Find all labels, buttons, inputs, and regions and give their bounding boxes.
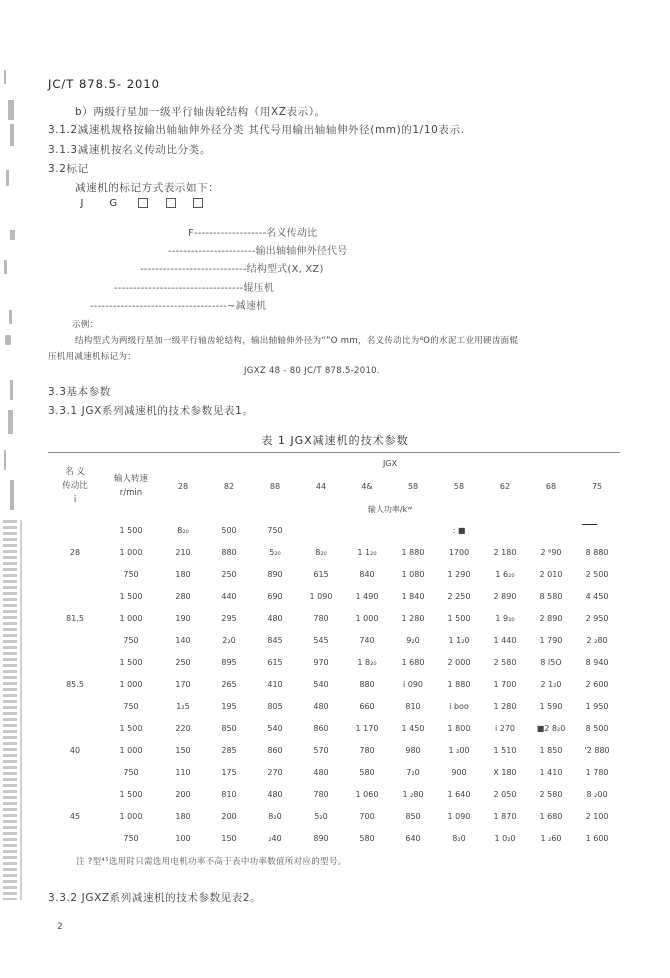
size-header: 44 bbox=[315, 481, 327, 491]
power-cell: 750 bbox=[267, 525, 283, 535]
power-cell: 480 bbox=[267, 789, 283, 799]
power-cell: 2 250 bbox=[447, 591, 471, 601]
table-note: 注 ?型⁴⁵选用时只需选用电机功率不高于表中功率数值所对应的型号。 bbox=[76, 857, 347, 867]
power-cell: 1 870 bbox=[493, 811, 517, 821]
power-cell: 580 bbox=[359, 833, 375, 843]
power-cell: 100 bbox=[175, 833, 191, 843]
power-cell: 1 1₂₀ bbox=[357, 547, 377, 557]
table-rule-mark bbox=[582, 524, 597, 525]
ratio-cell: 85.5 bbox=[66, 679, 84, 689]
power-cell: 195 bbox=[221, 701, 237, 711]
power-cell: 540 bbox=[267, 723, 283, 733]
power-cell: 8₂₀ bbox=[315, 547, 327, 557]
table-row bbox=[48, 519, 620, 541]
mark-box-size bbox=[166, 198, 176, 208]
table-row bbox=[48, 651, 620, 673]
power-cell: 180 bbox=[175, 811, 191, 821]
speed-cell: 1 500 bbox=[119, 657, 143, 667]
power-cell: 2 600 bbox=[585, 679, 609, 689]
power-cell: 8 580 bbox=[539, 591, 563, 601]
ratio-header-line1: 名 义 bbox=[65, 467, 85, 477]
power-cell: 190 bbox=[175, 613, 191, 623]
speed-cell: 750 bbox=[123, 833, 139, 843]
size-header: 82 bbox=[223, 481, 235, 491]
power-cell: 1 510 bbox=[493, 745, 517, 755]
size-header: 75 bbox=[591, 481, 603, 491]
power-cell: 1 290 bbox=[447, 569, 471, 579]
table-row bbox=[48, 783, 620, 805]
size-header: 88 bbox=[269, 481, 281, 491]
power-cell: 140 bbox=[175, 635, 191, 645]
standard-code: JC/T 878.5- 2010 bbox=[48, 77, 160, 91]
power-cell: 480 bbox=[267, 613, 283, 623]
tree-line-ratio: F-------------------名义传动比 bbox=[188, 228, 318, 239]
power-label: 输人功率/kᵂ bbox=[367, 504, 413, 514]
power-cell: 220 bbox=[175, 723, 191, 733]
power-cell: 1 880 bbox=[447, 679, 471, 689]
power-cell: 200 bbox=[221, 811, 237, 821]
power-cell: 1 8₂₀ bbox=[357, 657, 377, 667]
power-cell: 2 180 bbox=[493, 547, 517, 557]
tree-line-roller: ----------------------------------辊压机 bbox=[114, 283, 275, 294]
power-cell: 895 bbox=[221, 657, 237, 667]
power-cell: i boo bbox=[449, 701, 469, 711]
power-cell: 1 280 bbox=[493, 701, 517, 711]
speed-cell: 1 000 bbox=[119, 547, 143, 557]
power-cell: 1 600 bbox=[585, 833, 609, 843]
power-cell: 265 bbox=[221, 679, 237, 689]
power-cell: 970 bbox=[313, 657, 329, 667]
power-cell bbox=[574, 519, 620, 541]
speed-header-line2: r/min bbox=[119, 488, 143, 498]
power-cell: 660 bbox=[359, 701, 375, 711]
power-cell: 850 bbox=[405, 811, 421, 821]
speed-cell: 750 bbox=[123, 701, 139, 711]
mark-box-structure bbox=[138, 198, 148, 208]
mark-box-ratio bbox=[193, 198, 203, 208]
power-cell: 1 6₂₀ bbox=[495, 569, 515, 579]
power-cell: '2 880 bbox=[584, 745, 610, 755]
power-cell: 890 bbox=[313, 833, 329, 843]
power-cell: 1 880 bbox=[401, 547, 425, 557]
power-cell: 1 ₂80 bbox=[402, 789, 424, 799]
power-cell: 880 bbox=[221, 547, 237, 557]
power-cell: 110 bbox=[175, 767, 191, 777]
speed-column-header bbox=[102, 453, 160, 520]
power-cell: 170 bbox=[175, 679, 191, 689]
power-cell: 615 bbox=[313, 569, 329, 579]
power-cell: 180 bbox=[175, 569, 191, 579]
power-cell: 690 bbox=[267, 591, 283, 601]
power-cell: : ■ bbox=[452, 525, 466, 535]
power-cell: 1700 bbox=[448, 547, 470, 557]
tree-line-structure: ----------------------------结构型式(X, XZ) bbox=[140, 264, 324, 275]
mark-letter-j: J bbox=[80, 198, 84, 209]
power-cell: 4 450 bbox=[585, 591, 609, 601]
power-cell: 1 590 bbox=[539, 701, 563, 711]
table-row bbox=[48, 761, 620, 783]
power-cell: 545 bbox=[313, 635, 329, 645]
power-cell: 2 890 bbox=[539, 613, 563, 623]
power-cell: 280 bbox=[175, 591, 191, 601]
ratio-header-line3: i bbox=[73, 495, 77, 505]
power-cell: 580 bbox=[359, 767, 375, 777]
power-cell: 2 500 bbox=[585, 569, 609, 579]
power-cell: 8 I5O bbox=[540, 657, 562, 667]
table-row bbox=[48, 673, 620, 695]
mark-format bbox=[72, 198, 210, 209]
para-3-1-3: 3.1.3减速机按名义传动比分类。 bbox=[48, 144, 211, 156]
ratio-cell: 28 bbox=[69, 547, 81, 557]
example-label: 示例： bbox=[72, 320, 99, 330]
page-number: 2 bbox=[57, 922, 63, 932]
power-cell: 810 bbox=[221, 789, 237, 799]
model-group-header: JGX bbox=[160, 453, 620, 474]
speed-cell: 1 500 bbox=[119, 525, 143, 535]
example-text-line2: 压机用减速机标记为： bbox=[48, 352, 137, 362]
power-cell bbox=[482, 519, 528, 541]
power-cell: 1 450 bbox=[401, 723, 425, 733]
power-cell: 480 bbox=[313, 701, 329, 711]
speed-cell: 750 bbox=[123, 569, 139, 579]
power-cell: i 270 bbox=[494, 723, 516, 733]
power-cell: 2 ⁶90 bbox=[540, 547, 562, 557]
power-cell: 1 1₂0 bbox=[448, 635, 470, 645]
power-cell: 440 bbox=[221, 591, 237, 601]
speed-cell: 1 000 bbox=[119, 613, 143, 623]
power-cell: 1 640 bbox=[447, 789, 471, 799]
power-cell: 860 bbox=[267, 745, 283, 755]
power-cell: 740 bbox=[359, 635, 375, 645]
ratio-cell: 45 bbox=[69, 811, 81, 821]
speed-cell: 1 500 bbox=[119, 789, 143, 799]
table-row bbox=[48, 585, 620, 607]
power-cell: 1 000 bbox=[355, 613, 379, 623]
ratio-column-header bbox=[48, 453, 102, 520]
power-cell: 250 bbox=[221, 569, 237, 579]
power-cell: 9₂0 bbox=[406, 635, 420, 645]
size-header: 58 bbox=[407, 481, 419, 491]
power-cell: 8 940 bbox=[585, 657, 609, 667]
power-cell: 8₂0 bbox=[452, 833, 466, 843]
power-cell: 285 bbox=[221, 745, 237, 755]
power-cell: 1 170 bbox=[355, 723, 379, 733]
table-row bbox=[48, 629, 620, 651]
power-cell bbox=[344, 519, 390, 541]
power-cell: 270 bbox=[267, 767, 283, 777]
size-header: 28 bbox=[177, 481, 189, 491]
mark-letter-g: G bbox=[109, 198, 118, 209]
power-cell: 500 bbox=[221, 525, 237, 535]
para-b: b）两级行星加一级平行轴齿轮结构（用XZ表示）。 bbox=[75, 106, 326, 118]
parameter-table bbox=[48, 452, 620, 849]
power-cell: 1 680 bbox=[401, 657, 425, 667]
power-cell: 150 bbox=[221, 833, 237, 843]
power-cell: 810 bbox=[405, 701, 421, 711]
power-cell: 890 bbox=[267, 569, 283, 579]
power-cell: 1 780 bbox=[585, 767, 609, 777]
power-cell: 1 9₂₀ bbox=[495, 613, 515, 623]
power-cell: 845 bbox=[267, 635, 283, 645]
power-cell: 1 790 bbox=[539, 635, 563, 645]
speed-cell: 1 000 bbox=[119, 745, 143, 755]
para-3-3-1: 3.3.1 JGX系列减速机的技术参数见表1。 bbox=[48, 405, 254, 417]
table-row bbox=[48, 607, 620, 629]
power-cell: 570 bbox=[313, 745, 329, 755]
power-cell: 2 580 bbox=[539, 789, 563, 799]
power-cell: 1 0₂0 bbox=[494, 833, 516, 843]
tree-line-shaft: -----------------------输出轴轴伸外径代号 bbox=[168, 246, 348, 257]
power-cell: 2 1₂0 bbox=[540, 679, 562, 689]
power-cell: 250 bbox=[175, 657, 191, 667]
power-cell: 780 bbox=[359, 745, 375, 755]
power-cell: 200 bbox=[175, 789, 191, 799]
power-cell: 2 580 bbox=[493, 657, 517, 667]
power-cell bbox=[298, 519, 344, 541]
power-cell: 1 090 bbox=[447, 811, 471, 821]
power-cell: 150 bbox=[175, 745, 191, 755]
speed-cell: 1 000 bbox=[119, 811, 143, 821]
size-header: 4& bbox=[361, 481, 373, 491]
table-row bbox=[48, 739, 620, 761]
power-cell: 1 410 bbox=[539, 767, 563, 777]
power-cell: i 090 bbox=[402, 679, 424, 689]
power-cell: 1 090 bbox=[309, 591, 333, 601]
speed-cell: 1 500 bbox=[119, 723, 143, 733]
size-header: 58 bbox=[453, 481, 465, 491]
power-cell: 5₂₀ bbox=[269, 547, 281, 557]
power-cell: 295 bbox=[221, 613, 237, 623]
margin-scan-marks bbox=[0, 60, 30, 960]
power-cell: 8 ₂00 bbox=[586, 789, 608, 799]
power-cell: ₂40 bbox=[268, 833, 282, 843]
table-row bbox=[48, 717, 620, 739]
power-cell: 7₂0 bbox=[406, 767, 420, 777]
power-cell: 805 bbox=[267, 701, 283, 711]
example-text-line1: 结构型式为两级行星加一级平行轴齿轮结构，输出轴轴伸外径为“”O mm，名义传动比为⁸O的水泥工业用硬齿面辊 bbox=[75, 336, 519, 346]
power-cell: 8 880 bbox=[585, 547, 609, 557]
power-cell: 840 bbox=[359, 569, 375, 579]
power-cell bbox=[528, 519, 574, 541]
power-cell: 2 050 bbox=[493, 789, 517, 799]
heading-3-3: 3.3基本参数 bbox=[48, 386, 111, 398]
power-cell: 1 280 bbox=[401, 613, 425, 623]
heading-3-2: 3.2标记 bbox=[48, 163, 89, 175]
speed-cell: 1 500 bbox=[119, 591, 143, 601]
power-cell: 1 700 bbox=[493, 679, 517, 689]
power-cell: 480 bbox=[313, 767, 329, 777]
power-cell: 2₂0 bbox=[222, 635, 236, 645]
power-cell: 1 490 bbox=[355, 591, 379, 601]
table-row bbox=[48, 541, 620, 563]
power-cell: 410 bbox=[267, 679, 283, 689]
power-cell: 1 680 bbox=[539, 811, 563, 821]
power-cell: 8 500 bbox=[585, 723, 609, 733]
power-cell: 860 bbox=[313, 723, 329, 733]
power-cell: 615 bbox=[267, 657, 283, 667]
size-header: 62 bbox=[499, 481, 511, 491]
para-3-3-2: 3.3.2 JGXZ系列减速机的技术参数见表2。 bbox=[48, 892, 262, 904]
power-cell: 8₂₀ bbox=[177, 525, 189, 535]
example-code: JGXZ 48 - 80 JC/T 878.5-2010. bbox=[244, 366, 380, 376]
ratio-cell: 40 bbox=[69, 745, 81, 755]
power-cell: 780 bbox=[313, 613, 329, 623]
speed-cell: 1 000 bbox=[119, 679, 143, 689]
size-header: 68 bbox=[545, 481, 557, 491]
power-cell bbox=[390, 519, 436, 541]
table-row bbox=[48, 805, 620, 827]
power-cell: 700 bbox=[359, 811, 375, 821]
power-cell: 1 080 bbox=[401, 569, 425, 579]
power-cell: 210 bbox=[175, 547, 191, 557]
power-cell: 1 850 bbox=[539, 745, 563, 755]
tree-line-reducer: ------------------------------------~减速机 bbox=[90, 301, 267, 312]
power-cell: ■2 8₂0 bbox=[536, 723, 566, 733]
power-cell: 2 890 bbox=[493, 591, 517, 601]
speed-header-line1: 输人转速 bbox=[113, 474, 148, 484]
power-cell: 5₂0 bbox=[314, 811, 328, 821]
power-cell: 1 ₂60 bbox=[540, 833, 562, 843]
power-cell: 2 010 bbox=[539, 569, 563, 579]
power-cell: 780 bbox=[313, 789, 329, 799]
power-cell: X 180 bbox=[493, 767, 517, 777]
power-cell: 2 100 bbox=[585, 811, 609, 821]
power-cell: 1 ₂00 bbox=[448, 745, 470, 755]
table-row bbox=[48, 827, 620, 849]
power-cell: 2 000 bbox=[447, 657, 471, 667]
table-row bbox=[48, 695, 620, 717]
speed-cell: 750 bbox=[123, 767, 139, 777]
power-cell: 1₂5 bbox=[176, 701, 190, 711]
power-cell: 2 950 bbox=[585, 613, 609, 623]
power-cell: 540 bbox=[313, 679, 329, 689]
ratio-cell: 81.5 bbox=[66, 613, 84, 623]
power-cell: 1 950 bbox=[585, 701, 609, 711]
power-cell: 880 bbox=[359, 679, 375, 689]
power-cell: 640 bbox=[405, 833, 421, 843]
para-3-1-2: 3.1.2减速机规格按输出轴轴伸外径分类 其代号用输出轴轴伸外径(mm)的1/10表示. bbox=[48, 124, 465, 136]
power-cell: 8₂0 bbox=[268, 811, 282, 821]
power-cell: 1 060 bbox=[355, 789, 379, 799]
power-cell: 1 840 bbox=[401, 591, 425, 601]
power-cell: 1 800 bbox=[447, 723, 471, 733]
power-cell: 2 ₂80 bbox=[586, 635, 608, 645]
power-cell: 1 500 bbox=[447, 613, 471, 623]
power-cell: 175 bbox=[221, 767, 237, 777]
power-cell: 850 bbox=[221, 723, 237, 733]
ratio-header-line2: 传动比 bbox=[62, 481, 88, 491]
speed-cell: 750 bbox=[123, 635, 139, 645]
table-row bbox=[48, 563, 620, 585]
table-title: 表 1 JGX减速机的技术参数 bbox=[261, 434, 409, 447]
para-mark-intro: 减速机的标记方式表示如下： bbox=[75, 182, 220, 194]
power-cell: 1 440 bbox=[493, 635, 517, 645]
power-cell: 900 bbox=[451, 767, 467, 777]
power-cell: 980 bbox=[405, 745, 421, 755]
